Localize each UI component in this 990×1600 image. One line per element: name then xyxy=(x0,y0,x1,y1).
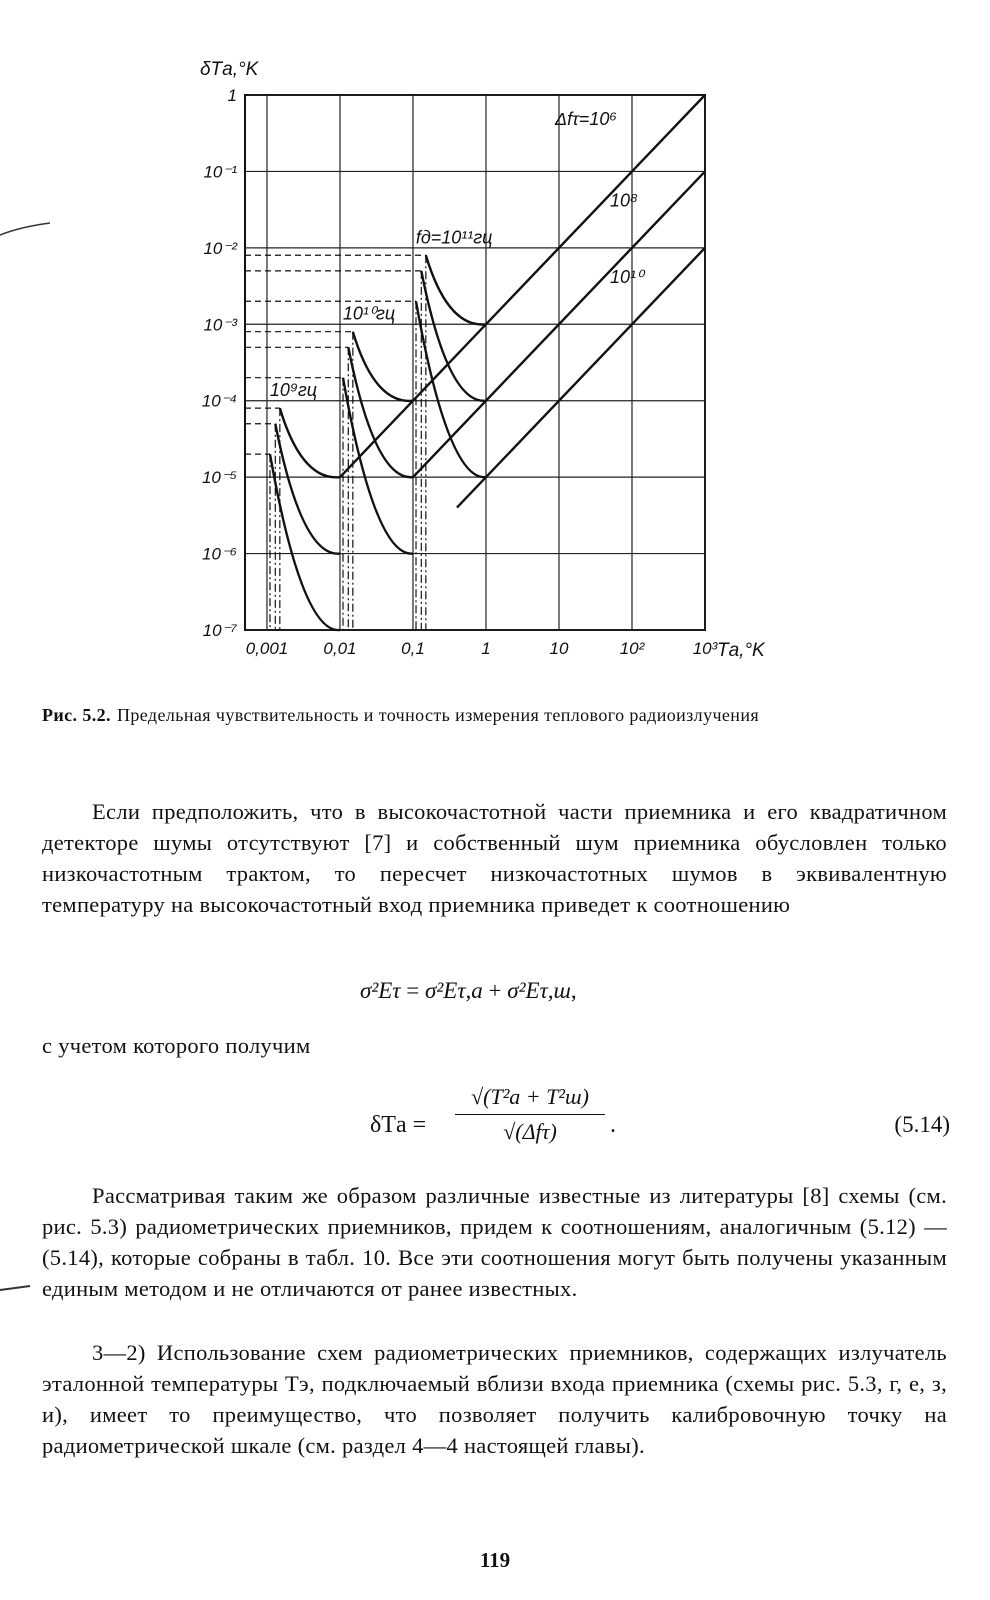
y-axis-label: δTа,°K xyxy=(200,59,259,80)
margin-mark xyxy=(0,205,60,245)
equation-sigma xyxy=(360,978,577,1004)
series-line xyxy=(426,255,486,324)
sensitivity-chart xyxy=(180,50,820,700)
y-tick-label: 10⁻⁶ xyxy=(202,544,237,564)
margin-mark xyxy=(0,1280,40,1300)
x-tick-label: 0,01 xyxy=(323,639,357,658)
y-tick-label: 1 xyxy=(227,86,237,105)
eq2-denominator: √(Δfτ) xyxy=(503,1119,557,1144)
series-label: fд=10¹¹гц xyxy=(415,227,493,248)
caption-text: Предельная чувствительность и точность измерения теплового радиоизлучения xyxy=(116,705,760,725)
eq1-plus: + xyxy=(488,978,502,1003)
series-line xyxy=(280,408,340,477)
x-tick-label: 10³ xyxy=(692,639,718,658)
series-label: 10⁸ xyxy=(610,190,638,211)
series-label: 10¹⁰гц xyxy=(342,303,396,324)
eq1-equals: = xyxy=(406,978,420,1003)
series-line xyxy=(416,301,486,477)
eq2-lhs: δTа = xyxy=(370,1112,427,1138)
series-label: 10⁹гц xyxy=(269,380,318,401)
x-axis-label: Tа,°K xyxy=(717,640,765,661)
series-label: 10¹⁰ xyxy=(610,266,644,287)
y-tick-label: 10⁻⁴ xyxy=(201,391,237,411)
series-line xyxy=(340,95,705,477)
figure-caption xyxy=(42,704,947,726)
eq2-dot: . xyxy=(610,1112,616,1138)
figure-5-2 xyxy=(180,50,820,700)
x-tick-label: 0,1 xyxy=(401,639,425,658)
eq1-term1: σ²Eτ,а xyxy=(425,978,483,1003)
equation-number: (5.14) xyxy=(894,1112,950,1137)
paragraph-1: Если предположить, что в высокочастотной части приемника и его квадратичном детекторе шумы отсутствуют [7] и собственный шум приемника обусловлен только низкочастотным трактом, то пересчет низкочастотных шумов в эквивалентную температуру на высокочастотный вход приемника приведет к соотношению xyxy=(42,799,947,917)
figure-number: Рис. 5.2. xyxy=(42,705,111,725)
equation-5-14 xyxy=(370,1080,950,1170)
x-tick-label: 10² xyxy=(619,639,645,658)
paragraph-3: Рассматривая таким же образом различные известные из литературы [8] схемы (см. рис. 5.3) радиометрических приемников, придем к соотношениям, аналогичным (5.12) — (5.14), которые собраны в табл. 10. Все эти соотношения могут быть получены указанным единым методом и не отличаются от ранее известных. xyxy=(42,1183,947,1301)
eq1-comma: , xyxy=(570,978,577,1003)
y-tick-label: 10⁻² xyxy=(203,238,237,258)
x-tick-label: 0,001 xyxy=(245,639,289,658)
series-line xyxy=(275,424,340,554)
series-line xyxy=(270,454,340,630)
page-number: 119 xyxy=(479,1548,511,1572)
x-tick-label: 10 xyxy=(549,639,569,658)
y-tick-label: 10⁻³ xyxy=(203,315,237,335)
eq2-numerator: √(T²а + T²ш) xyxy=(455,1084,605,1115)
eq1-lhs: σ²Eτ xyxy=(360,978,401,1003)
paragraph-2: с учетом которого получим xyxy=(42,1033,311,1058)
x-tick-label: 1 xyxy=(481,639,491,658)
series-line xyxy=(343,378,413,554)
y-tick-label: 10⁻¹ xyxy=(203,162,237,182)
y-tick-label: 10⁻⁷ xyxy=(202,621,237,640)
series-line xyxy=(353,332,413,401)
paragraph-4: 3—2) Использование схем радиометрических приемников, содержащих излучатель эталонной температуры Tэ, подключаемый вблизи входа приемника (схемы рис. 5.3, г, е, з, и), имеет то преимущество, что позволяет получить калибровочную точку на радиометрической шкале (см. раздел 4—4 настоящей главы). xyxy=(42,1340,947,1458)
series-line xyxy=(457,248,705,508)
series-label: Δfτ=10⁶ xyxy=(555,109,617,129)
eq2-fraction xyxy=(455,1084,605,1145)
y-tick-label: 10⁻⁵ xyxy=(201,468,237,488)
plot-frame xyxy=(245,95,705,630)
eq1-term2: σ²Eτ,ш xyxy=(507,978,571,1003)
